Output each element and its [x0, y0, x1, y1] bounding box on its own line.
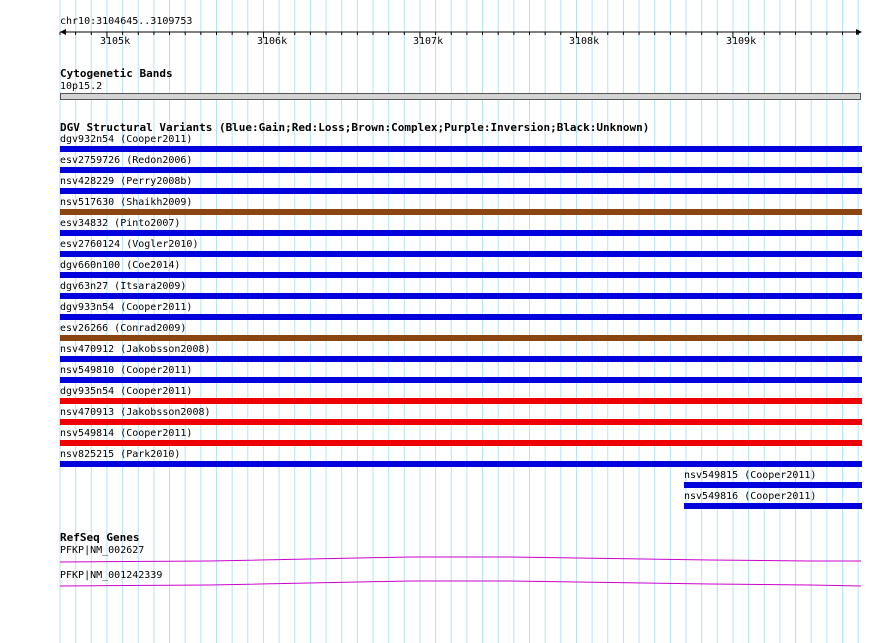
variant-bar-nsv428229[interactable]: [60, 188, 862, 194]
variant-label-esv26266: esv26266 (Conrad2009): [60, 323, 187, 334]
variant-label-esv34832: esv34832 (Pinto2007): [60, 218, 181, 229]
variant-label-nsv428229: nsv428229 (Perry2008b): [60, 176, 193, 187]
region-label: chr10:3104645..3109753: [60, 16, 193, 27]
gene-label-nm-002627: PFKP|NM_002627: [60, 545, 145, 556]
variant-bar-nsv549814[interactable]: [60, 440, 862, 446]
variant-label-esv2760124: esv2760124 (Vogler2010): [60, 239, 199, 250]
variant-label-nsv549810: nsv549810 (Cooper2011): [60, 365, 193, 376]
variant-bar-nsv825215[interactable]: [60, 461, 862, 467]
variant-label-nsv825215: nsv825215 (Park2010): [60, 449, 181, 460]
variant-label-esv2759726: esv2759726 (Redon2006): [60, 155, 193, 166]
variant-bar-dgv63n27[interactable]: [60, 293, 862, 299]
cytoband-label: 10p15.2: [60, 81, 103, 92]
variant-label-dgv935n54: dgv935n54 (Cooper2011): [60, 386, 193, 397]
variant-label-dgv660n100: dgv660n100 (Coe2014): [60, 260, 181, 271]
tick-label-3106k: 3106k: [257, 36, 288, 47]
variant-bar-nsv549815[interactable]: [684, 482, 862, 488]
tick-label-3107k: 3107k: [413, 36, 444, 47]
variant-bar-nsv470912[interactable]: [60, 356, 862, 362]
variant-label-nsv470913: nsv470913 (Jakobsson2008): [60, 407, 211, 418]
variant-bar-dgv933n54[interactable]: [60, 314, 862, 320]
variant-bar-esv2759726[interactable]: [60, 167, 862, 173]
variant-label-nsv549816: nsv549816 (Cooper2011): [684, 491, 817, 502]
variant-label-nsv549815: nsv549815 (Cooper2011): [684, 470, 817, 481]
dgv-track-title: DGV Structural Variants (Blue:Gain;Red:Loss;Brown:Complex;Purple:Inversion;Black:Unknown): [60, 121, 650, 134]
ruler-right-arrow: [856, 29, 862, 35]
ruler-left-arrow: [60, 29, 66, 35]
variant-label-nsv470912: nsv470912 (Jakobsson2008): [60, 344, 211, 355]
variant-bar-dgv932n54[interactable]: [60, 146, 862, 152]
refseq-track-title: RefSeq Genes: [60, 531, 140, 544]
variant-label-dgv63n27: dgv63n27 (Itsara2009): [60, 281, 187, 292]
variant-label-nsv549814: nsv549814 (Cooper2011): [60, 428, 193, 439]
variant-bar-nsv470913[interactable]: [60, 419, 862, 425]
variant-bar-dgv935n54[interactable]: [60, 398, 862, 404]
variant-bar-nsv517630[interactable]: [60, 209, 862, 215]
variant-label-nsv517630: nsv517630 (Shaikh2009): [60, 197, 193, 208]
gene-label-nm-001242339: PFKP|NM_001242339: [60, 570, 163, 581]
cytoband-bar[interactable]: [60, 93, 861, 100]
variant-label-dgv932n54: dgv932n54 (Cooper2011): [60, 134, 193, 145]
variant-bar-esv26266[interactable]: [60, 335, 862, 341]
variant-bar-dgv660n100[interactable]: [60, 272, 862, 278]
cytoband-track-title: Cytogenetic Bands: [60, 67, 173, 80]
gene-model-nm-002627[interactable]: [0, 553, 890, 565]
ruler-axis: [0, 28, 890, 48]
tick-label-3109k: 3109k: [726, 36, 757, 47]
variant-bar-nsv549816[interactable]: [684, 503, 862, 509]
tick-label-3105k: 3105k: [100, 36, 131, 47]
variant-label-dgv933n54: dgv933n54 (Cooper2011): [60, 302, 193, 313]
gene-model-nm-001242339[interactable]: [0, 577, 890, 589]
variant-bar-esv34832[interactable]: [60, 230, 862, 236]
variant-bar-nsv549810[interactable]: [60, 377, 862, 383]
variant-bar-esv2760124[interactable]: [60, 251, 862, 257]
tick-label-3108k: 3108k: [569, 36, 600, 47]
